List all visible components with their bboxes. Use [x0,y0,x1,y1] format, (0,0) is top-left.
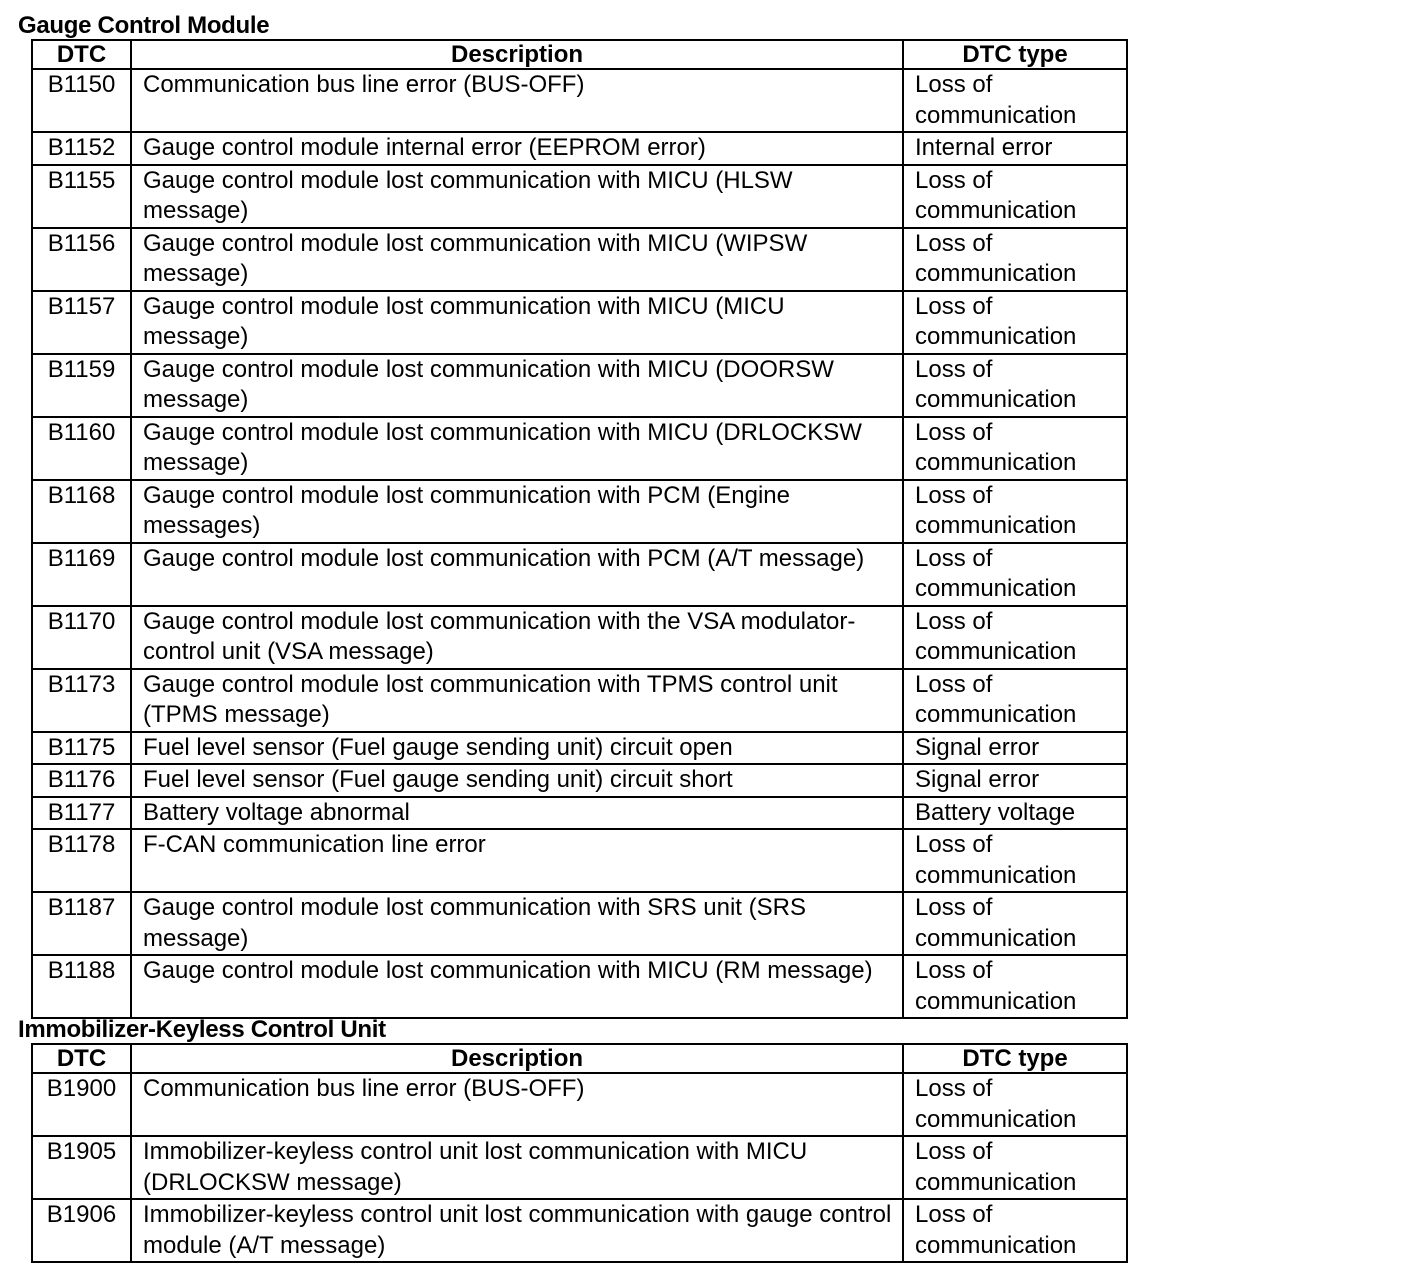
dtc-type-cell: Signal error [903,732,1127,765]
table-row [32,1199,1127,1262]
dtc-code-cell: B1188 [32,955,131,1018]
dtc-code-cell: B1900 [32,1073,131,1136]
table-row [32,132,1127,165]
table-row [32,829,1127,892]
dtc-code-cell: B1905 [32,1136,131,1199]
description-cell: Gauge control module lost communication with SRS unit (SRS message) [131,892,903,955]
dtc-code-cell: B1169 [32,543,131,606]
dtc-type-cell: Loss of communication [903,606,1127,669]
dtc-code-cell: B1160 [32,417,131,480]
dtc-code-cell: B1176 [32,764,131,797]
description-cell: Gauge control module lost communication with MICU (MICU message) [131,291,903,354]
dtc-code-cell: B1155 [32,165,131,228]
description-cell: F-CAN communication line error [131,829,903,892]
dtc-type-column-header: DTC type [903,1044,1127,1073]
table-row [32,892,1127,955]
description-column-header: Description [131,1044,903,1073]
description-cell: Gauge control module internal error (EEPROM error) [131,132,903,165]
dtc-code-cell: B1152 [32,132,131,165]
dtc-code-cell: B1187 [32,892,131,955]
description-column-header: Description [131,40,903,69]
description-cell: Communication bus line error (BUS-OFF) [131,1073,903,1136]
table-row [32,606,1127,669]
table-row [32,797,1127,830]
dtc-type-cell: Loss of communication [903,228,1127,291]
dtc-column-header: DTC [32,40,131,69]
dtc-type-cell: Loss of communication [903,354,1127,417]
dtc-type-cell: Loss of communication [903,829,1127,892]
gauge-control-module-dtc-table [31,39,1128,1019]
description-cell: Gauge control module lost communication with MICU (WIPSW message) [131,228,903,291]
dtc-type-cell: Loss of communication [903,417,1127,480]
description-cell: Gauge control module lost communication with PCM (Engine messages) [131,480,903,543]
dtc-code-cell: B1178 [32,829,131,892]
dtc-code-cell: B1156 [32,228,131,291]
table-row [32,291,1127,354]
dtc-type-column-header: DTC type [903,40,1127,69]
dtc-type-cell: Loss of communication [903,480,1127,543]
dtc-type-cell: Loss of communication [903,1199,1127,1262]
dtc-code-cell: B1157 [32,291,131,354]
description-cell: Gauge control module lost communication with MICU (HLSW message) [131,165,903,228]
description-cell: Gauge control module lost communication with MICU (DOORSW message) [131,354,903,417]
dtc-type-cell: Loss of communication [903,1073,1127,1136]
table-row [32,732,1127,765]
table-header-row [32,40,1127,69]
table-row [32,955,1127,1018]
table-row [32,543,1127,606]
dtc-type-cell: Loss of communication [903,955,1127,1018]
table-row [32,228,1127,291]
dtc-type-cell: Loss of communication [903,1136,1127,1199]
description-cell: Communication bus line error (BUS-OFF) [131,69,903,132]
dtc-type-cell: Loss of communication [903,291,1127,354]
gauge-control-module-title: Gauge Control Module [18,12,270,39]
table-row [32,1136,1127,1199]
dtc-type-cell: Signal error [903,764,1127,797]
dtc-type-cell: Battery voltage [903,797,1127,830]
dtc-type-cell: Loss of communication [903,543,1127,606]
dtc-code-cell: B1175 [32,732,131,765]
description-cell: Gauge control module lost communication with the VSA modulator-control unit (VSA message) [131,606,903,669]
table-row [32,165,1127,228]
dtc-column-header: DTC [32,1044,131,1073]
description-cell: Gauge control module lost communication with PCM (A/T message) [131,543,903,606]
description-cell: Immobilizer-keyless control unit lost communication with MICU (DRLOCKSW message) [131,1136,903,1199]
dtc-code-cell: B1150 [32,69,131,132]
table-row [32,480,1127,543]
description-cell: Fuel level sensor (Fuel gauge sending unit) circuit open [131,732,903,765]
dtc-code-cell: B1168 [32,480,131,543]
immobilizer-keyless-dtc-table [31,1043,1128,1263]
dtc-type-cell: Loss of communication [903,669,1127,732]
description-cell: Fuel level sensor (Fuel gauge sending unit) circuit short [131,764,903,797]
dtc-type-cell: Loss of communication [903,165,1127,228]
dtc-type-cell: Loss of communication [903,69,1127,132]
description-cell: Gauge control module lost communication with MICU (DRLOCKSW message) [131,417,903,480]
immobilizer-keyless-control-unit-title: Immobilizer-Keyless Control Unit [18,1016,386,1043]
dtc-type-cell: Loss of communication [903,892,1127,955]
table-row [32,69,1127,132]
table-row [32,354,1127,417]
dtc-code-cell: B1906 [32,1199,131,1262]
table-row [32,764,1127,797]
description-cell: Immobilizer-keyless control unit lost communication with gauge control module (A/T message) [131,1199,903,1262]
table-row [32,1073,1127,1136]
dtc-code-cell: B1177 [32,797,131,830]
description-cell: Battery voltage abnormal [131,797,903,830]
table-row [32,417,1127,480]
dtc-code-cell: B1173 [32,669,131,732]
dtc-code-cell: B1170 [32,606,131,669]
description-cell: Gauge control module lost communication with TPMS control unit (TPMS message) [131,669,903,732]
dtc-code-cell: B1159 [32,354,131,417]
dtc-type-cell: Internal error [903,132,1127,165]
description-cell: Gauge control module lost communication with MICU (RM message) [131,955,903,1018]
table-header-row [32,1044,1127,1073]
table-row [32,669,1127,732]
